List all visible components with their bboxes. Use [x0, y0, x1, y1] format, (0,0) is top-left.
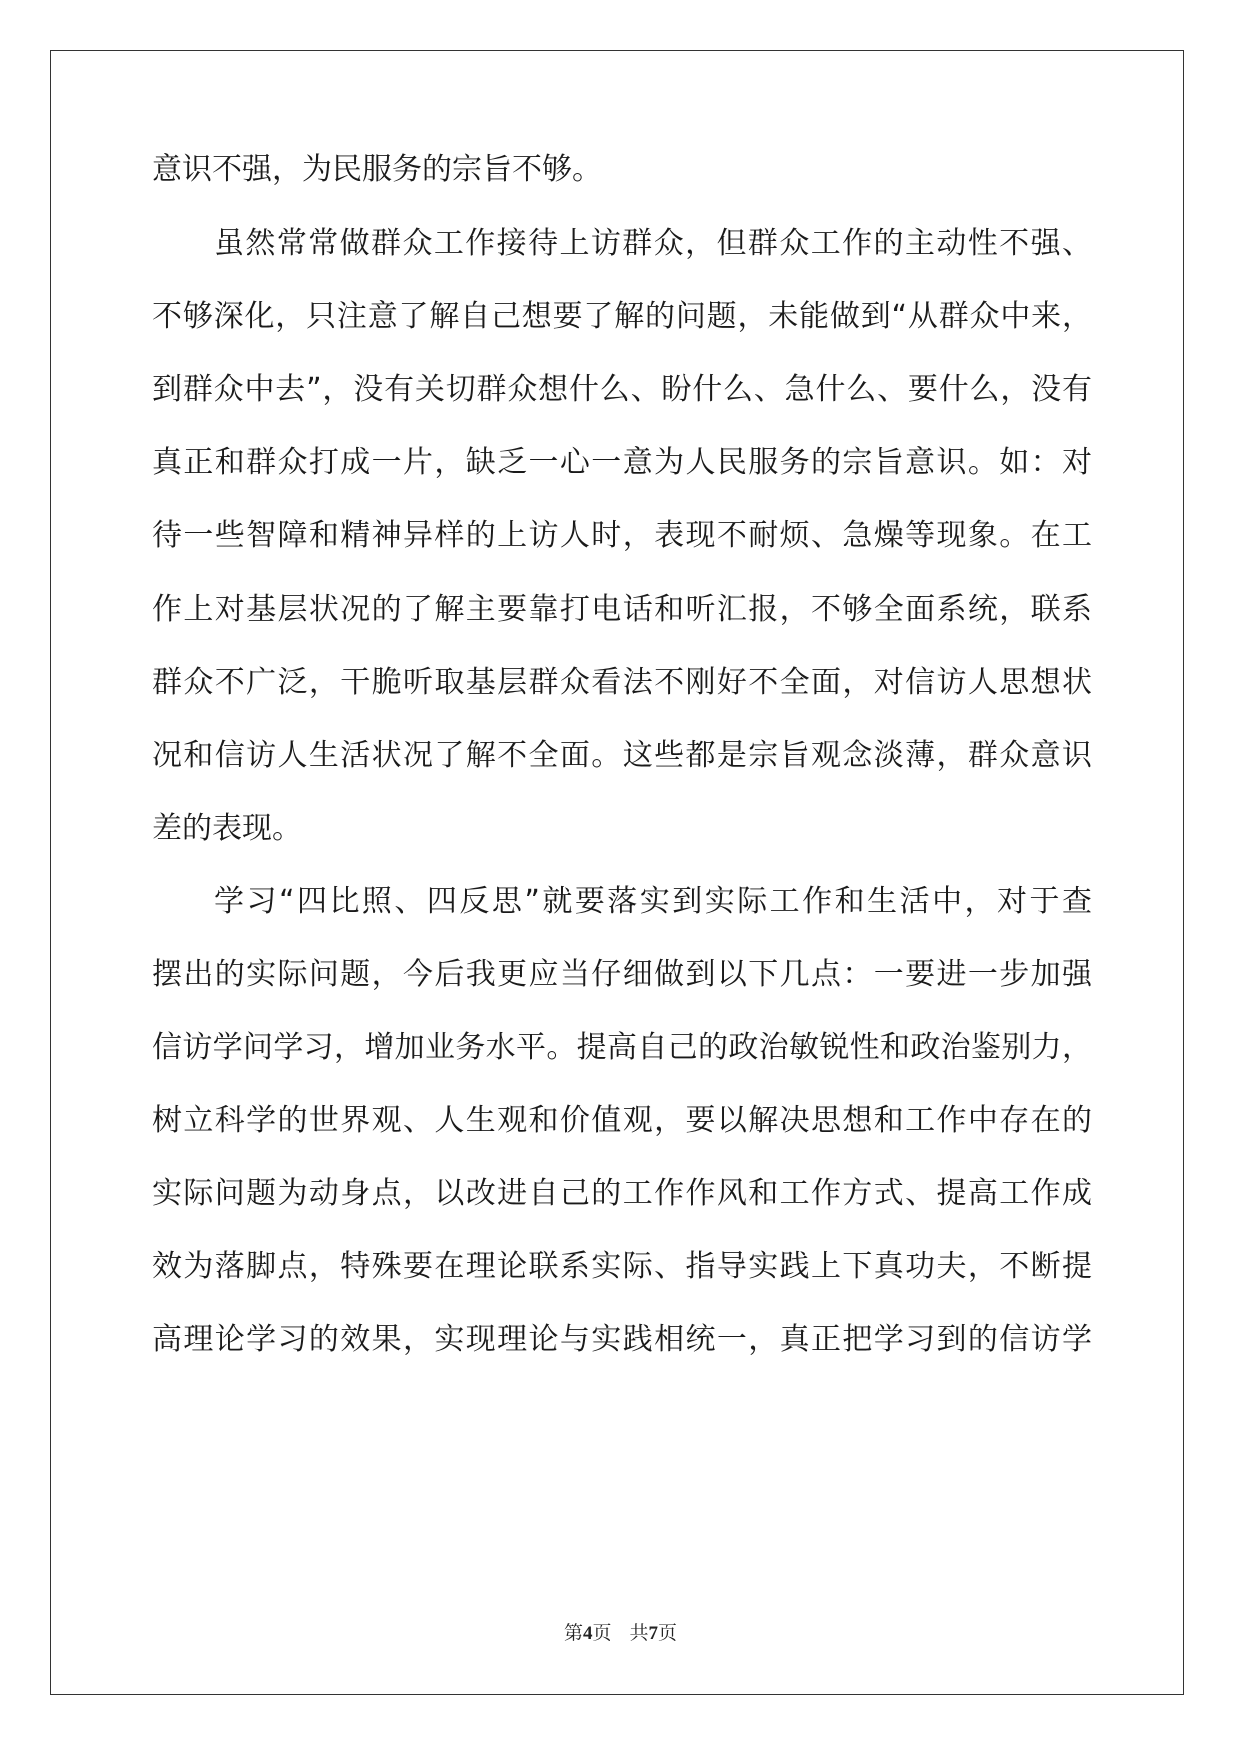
page-suffix: 页 [592, 1623, 612, 1644]
page-number: 4 [582, 1623, 593, 1644]
text-line: 摆出的实际问题，今后我更应当仔细做到以下几点：一要进一步加强 [152, 957, 1092, 992]
total-prefix: 共 [629, 1623, 649, 1644]
text-line: 高理论学习的效果，实现理论与实践相统一，真正把学习到的信访学 [152, 1322, 1092, 1357]
page-footer [0, 1618, 1241, 1645]
text-line: 树立科学的世界观、人生观和价值观，要以解决思想和工作中存在的 [152, 1103, 1092, 1138]
text-line: 实际问题为动身点，以改进自己的工作作风和工作方式、提高工作成 [152, 1176, 1092, 1211]
total-pages: 7 [648, 1623, 659, 1644]
text-line: 况和信访人生活状况了解不全面。这些都是宗旨观念淡薄，群众意识 [152, 738, 1092, 773]
text-line: 待一些智障和精神异样的上访人时，表现不耐烦、急燥等现象。在工 [152, 518, 1092, 553]
paragraph-first-line: 虽然常常做群众工作接待上访群众，但群众工作的主动性不强、 [214, 226, 1092, 261]
text-line: 效为落脚点，特殊要在理论联系实际、指导实践上下真功夫，不断提 [152, 1249, 1092, 1284]
text-line: 差的表现。 [152, 811, 302, 846]
text-line: 真正和群众打成一片，缺乏一心一意为人民服务的宗旨意识。如：对 [152, 445, 1092, 480]
page-prefix: 第 [563, 1623, 583, 1644]
text-line: 作上对基层状况的了解主要靠打电话和听汇报，不够全面系统，联系 [152, 592, 1092, 627]
text-line: 信访学问学习，增加业务水平。提高自己的政治敏锐性和政治鉴别力， [152, 1030, 1092, 1065]
text-line: 意识不强，为民服务的宗旨不够。 [152, 152, 602, 187]
paragraph-first-line: 学习“四比照、四反思”就要落实到实际工作和生活中，对于查 [214, 884, 1092, 919]
text-line: 群众不广泛，干脆听取基层群众看法不刚好不全面，对信访人思想状 [152, 665, 1092, 700]
text-line: 到群众中去”，没有关切群众想什么、盼什么、急什么、要什么，没有 [152, 372, 1092, 407]
text-line: 不够深化，只注意了解自己想要了解的问题，未能做到“从群众中来， [152, 299, 1092, 334]
total-suffix: 页 [658, 1623, 678, 1644]
